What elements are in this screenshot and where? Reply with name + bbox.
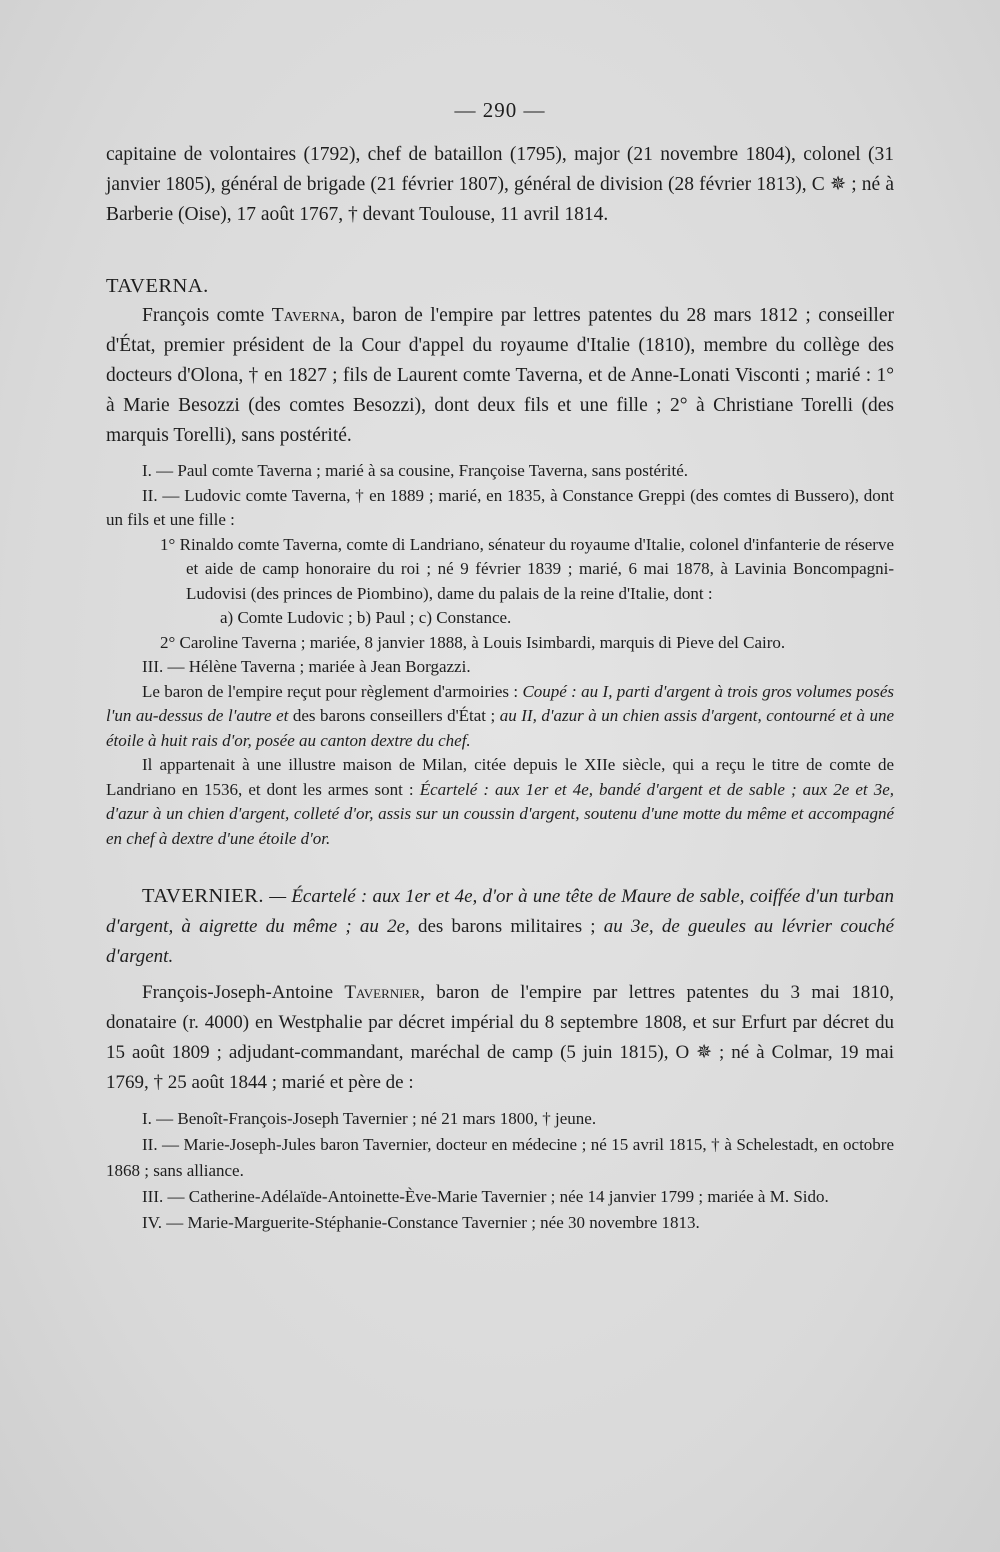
text-span: des barons conseillers d'État ; (292, 706, 496, 725)
intro-paragraph: capitaine de volontaires (1792), chef de bataillon (1795), major (21 novembre 1804), colonel (31 janvier 1805), général de brigade (21 février 1807), général de division (28 février 1813), C ✵ ; né à Barberie (Oise), 17 août 1767, † devant Toulouse, 11 avril 1814. (106, 144, 894, 225)
tavernier-arms-paragraph (106, 881, 894, 972)
surname: Tavernier (344, 982, 421, 1003)
page-number: — 290 — (454, 98, 546, 122)
tavernier-main-paragraph (106, 978, 894, 1098)
house-paragraph (106, 753, 894, 851)
text-span: François comte (142, 305, 265, 326)
child-entry: II. — Ludovic comte Taverna, † en 1889 ; marié, en 1835, à Constance Greppi (des comtes di Bussero), dont un fils et une fille : (106, 485, 894, 529)
great-grandchildren: a) Comte Ludovic ; b) Paul ; c) Constance. (220, 608, 512, 627)
taverna-section (106, 271, 894, 851)
taverna-main-paragraph (106, 301, 894, 451)
text-span: des barons militaires ; (417, 916, 596, 937)
child-entry: I. — Paul comte Taverna ; marié à sa cousine, Françoise Taverna, sans postérité. (142, 461, 689, 480)
grandchild-entry: 2° Caroline Taverna ; mariée, 8 janvier 1888, à Louis Isimbardi, marquis di Pieve del Cairo. (160, 632, 786, 652)
blazon-text: au 3e, de gueules au lévrier couché d'argent. (106, 916, 895, 967)
text-span: , baron de l'empire par lettres patentes du 28 mars 1812 ; conseiller d'État, premier président de la Cour d'appel du royaume d'Italie (1810), membre du collège des docteurs d'Olona, † en 1827 ; fils de Laurent comte Taverna, et de Anne-Lonati Visconti ; marié : 1° à Marie Besozzi (des comtes Besozzi), dont deux fils et une fille ; 2° à Christiane Torelli (des marquis Torelli), sans postérité. (106, 305, 894, 446)
section-heading: TAVERNA. (106, 275, 209, 297)
text-span: Il appartenait à une illustre maison de Milan, citée depuis le XIIe siècle, qui a reçu le titre de comte de Landriano en 1536, et dont les armes sont : (106, 755, 894, 799)
child-entry: III. — Catherine-Adélaïde-Antoinette-Ève-Marie Tavernier ; née 14 janvier 1799 ; mariée à M. Sido. (142, 1187, 829, 1206)
text-span: François-Joseph-Antoine (142, 982, 334, 1003)
section-heading: TAVERNIER. (142, 885, 264, 907)
text-span: , baron de l'empire par lettres patentes du 3 mai 1810, donataire (r. 4000) en Westphalie par décret impérial du 8 septembre 1808, et sur Erfurt par décret du 15 août 1809 ; adjudant-commandant, maréchal de camp (5 juin 1815), O ✵ ; né à Colmar, 19 mai 1769, † 25 août 1844 ; marié et père de : (106, 982, 894, 1093)
child-entry: II. — Marie-Joseph-Jules baron Tavernier, docteur en médecine ; né 15 avril 1815, † à Schelestadt, en octobre 1868 ; sans alliance. (106, 1135, 894, 1180)
blazon-text: Écartelé : aux 1er et 4e, bandé d'argent et de sable ; aux 2e et 3e, d'azur à un chien d'argent, colleté d'or, assis sur un coussin d'argent, soutenu d'une motte du même et accompagné en chef à dextre d'une étoile d'or. (106, 779, 895, 848)
child-entry: I. — Benoît-François-Joseph Tavernier ; né 21 mars 1800, † jeune. (142, 1109, 597, 1128)
child-entry: III. — Hélène Taverna ; mariée à Jean Borgazzi. (142, 657, 471, 676)
page-body (106, 140, 894, 1236)
surname: Taverna (271, 305, 341, 326)
grandchild-entry: 1° Rinaldo comte Taverna, comte di Landriano, sénateur du royaume d'Italie, colonel d'infanterie de réserve et aide de camp honoraire du roi ; né 9 février 1839 ; marié, 6 mai 1878, à Lavinia Boncompagni-Ludovisi (des princes de Piombino), dame du palais de la reine d'Italie, dont : (160, 534, 894, 603)
tavernier-section (106, 881, 894, 1236)
blazon-text: Coupé : au I, parti d'argent à trois gros volumes posés l'un au-dessus de l'autre et (106, 681, 894, 725)
text-span: Le baron de l'empire reçut pour règlement d'armoiries : (142, 681, 519, 701)
blazon-text: — Écartelé : aux 1er et 4e, d'or à une tête de Maure de sable, coiffée d'un turban d'argent, à aigrette du même ; au 2e, (106, 886, 894, 937)
child-entry: IV. — Marie-Marguerite-Stéphanie-Constance Tavernier ; née 30 novembre 1813. (142, 1213, 700, 1232)
blazon-text: au II, d'azur à un chien assis d'argent, contourné et à une étoile à huit rais d'or, posée au canton dextre du chef. (106, 706, 895, 750)
arms-paragraph (106, 680, 894, 754)
